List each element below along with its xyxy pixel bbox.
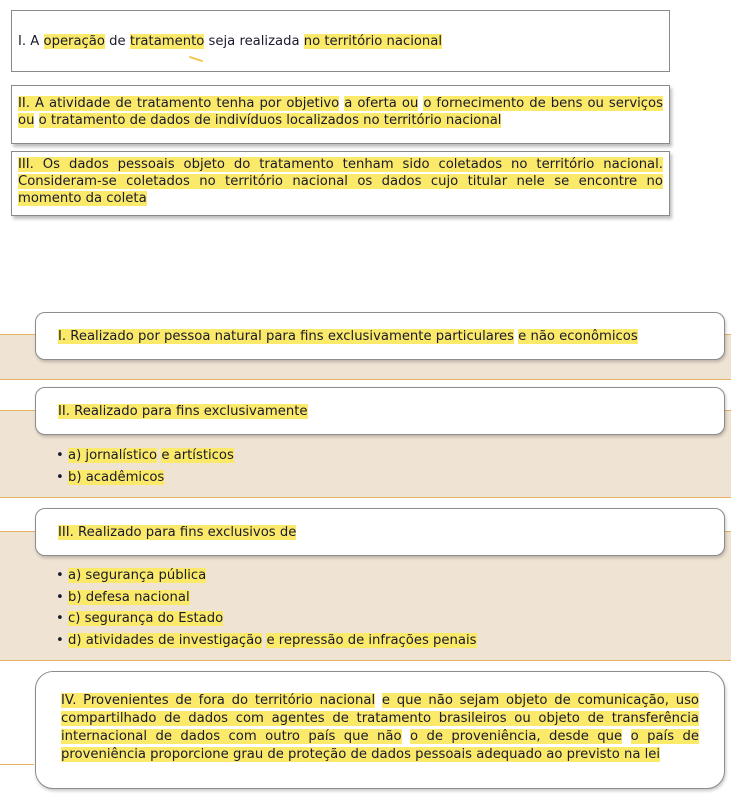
highlighted-text: e artísticos — [161, 448, 234, 463]
highlighted-text: I. Realizado por pessoa natural para fins exclusivamente particulares — [58, 329, 514, 344]
highlighted-text: IV. Provenientes de fora do território nacional — [61, 693, 376, 708]
condition-box-3 — [11, 151, 670, 216]
highlighted-text: o fornecimento de bens ou serviços ou — [18, 96, 663, 128]
plain-text — [375, 693, 382, 708]
exclusion-card-2 — [35, 387, 725, 435]
condition-text-2 — [12, 86, 669, 134]
highlighted-text: o de proveniência, desde que — [410, 729, 623, 744]
rule-4 — [0, 764, 34, 765]
highlighted-text: a oferta ou — [344, 96, 419, 111]
highlighted-text: II. Realizado para fins exclusivamente — [58, 404, 308, 419]
highlighted-text: tratamento — [129, 34, 205, 49]
exclusion-list-2 — [56, 445, 234, 488]
exclusion-card-1 — [35, 312, 725, 360]
condition-box-2 — [11, 85, 670, 144]
highlighted-text: c) segurança do Estado — [67, 611, 224, 626]
bullet-item — [56, 608, 477, 630]
exclusion-card-4 — [35, 671, 725, 789]
highlighted-text: II. A atividade de tratamento tenha por objetivo — [18, 96, 340, 111]
exclusion-list-3 — [56, 565, 477, 651]
bullet-item — [56, 587, 477, 609]
exclusion-text-2 — [58, 403, 308, 421]
bullet-item — [56, 445, 234, 467]
highlighted-text: o tratamento de dados de indivíduos localizados no território nacional — [38, 113, 502, 128]
bullet-item — [56, 630, 477, 652]
condition-text-1 — [12, 11, 669, 55]
bullet-item — [56, 467, 234, 489]
highlighted-text: e não econômicos — [518, 329, 638, 344]
exclusion-text-3 — [58, 524, 296, 542]
highlighted-text: III. Os dados pessoais objeto do tratamento tenham sido coletados no território nacional. Consideram-se coletados no território nacional os dados cujo titular nele se encontre no momento da coleta — [18, 157, 663, 206]
bullet-item — [56, 565, 477, 587]
highlighted-text: a) jornalístico — [67, 448, 158, 463]
highlighted-text: III. Realizado para fins exclusivos de — [58, 525, 297, 540]
plain-text: seja realizada — [204, 34, 304, 49]
exclusion-text-4 — [61, 692, 699, 764]
highlighted-text: e que não sejam objeto de comunicação, uso compartilhado de dados com agentes de tratamento brasileiros ou objeto de transferência internacional de dados com outro país que não — [61, 693, 700, 744]
highlighted-text: b) acadêmicos — [67, 469, 165, 485]
highlighted-text: b) defesa nacional — [67, 589, 190, 605]
highlighted-text: a) segurança pública — [67, 568, 207, 583]
plain-text: I. A — [18, 34, 44, 49]
condition-text-3 — [12, 152, 669, 212]
plain-text — [34, 113, 38, 128]
highlighted-text: operação — [43, 34, 105, 49]
highlighted-text: no território nacional — [303, 34, 443, 49]
highlighted-text: e repressão de infrações penais — [266, 632, 477, 648]
plain-text — [622, 729, 630, 744]
plain-text — [402, 729, 410, 744]
highlighted-text: o país de proveniência proporcione grau de proteção de dados pessoais adequado ao previsto na lei — [61, 729, 699, 762]
condition-box-1 — [11, 10, 670, 72]
exclusion-card-3 — [35, 508, 725, 556]
exclusion-text-1 — [58, 328, 638, 346]
plain-text: de — [104, 34, 130, 49]
highlighted-text: d) atividades de investigação — [67, 632, 263, 648]
